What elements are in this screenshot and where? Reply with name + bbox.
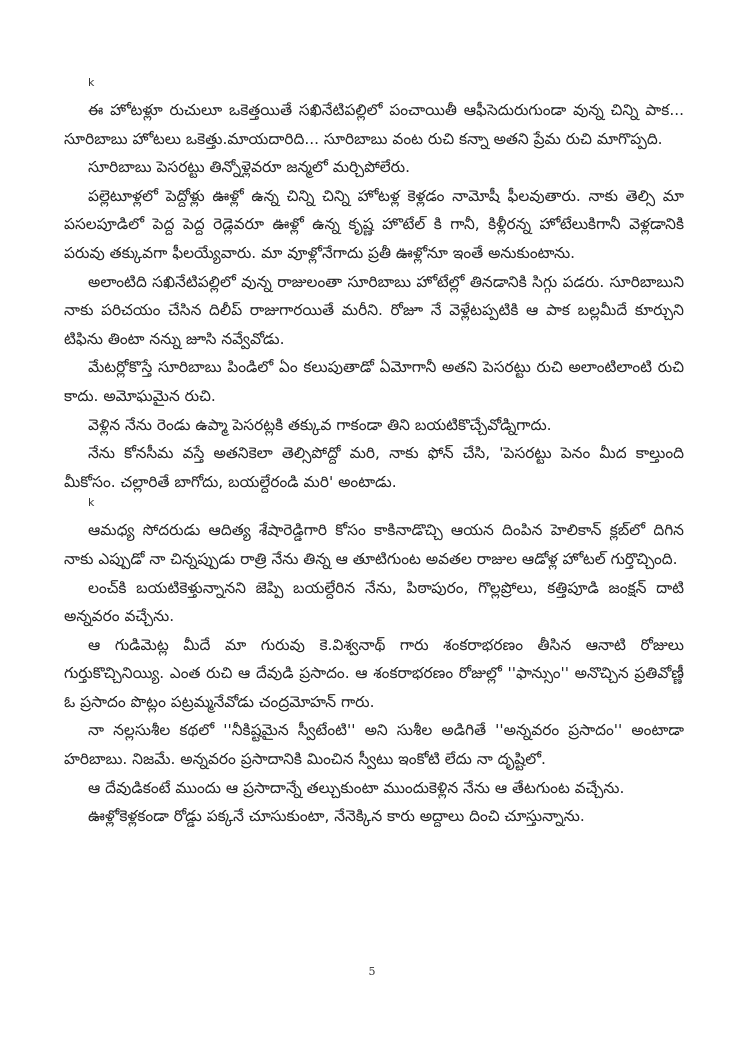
paragraph: మేటర్లోకొస్తే సూరిబాబు పిండిలో ఏం కలుపుతాడో ఏమోగానీ అతని పెసరట్టు రుచి అలాంటిలాంటి రుచి కాదు. అమోఘమైన రుచి.	[64, 358, 684, 405]
paragraph: నా నల్లసుశీల కథలో ''నీకిష్టమైన స్వీటేంటి'' అని సుశీల అడిగితే ''అన్నవరం ప్రసాదం'' అంటాడా హరిబాబు. నిజమే. అన్నవరం ప్రసాదానికి మించిన స్వీటు ఇంకోటి లేదు నా దృష్టిలో.	[64, 721, 684, 769]
paragraph: అలాంటిది సఖినేటిపల్లిలో వున్న రాజులంతా సూరిబాబు హోటేల్లో తినడానికి సిగ్గు పడరు. సూరిబాబుని నాకు పరిచయం చేసిన దిలీప్ రాజుగారయితే మరీని. రోజూ నే వెళ్లేటప్పటికి ఆ పాక బల్లమీదే కూర్చుని టిఫిను తింటా నన్ను జూసి నవ్వేవోడు.	[64, 272, 684, 348]
section-marker: k	[88, 76, 95, 89]
page-number: 5	[368, 965, 376, 978]
body-text	[64, 76, 684, 831]
paragraph: ఆ దేవుడికంటే ముందు ఆ ప్రసాదాన్నే తల్చుకుంటా ముందుకెళ్లిన నేను ఆ తేటగుంట వచ్చేను.	[88, 778, 625, 797]
paragraph: వెళ్లిన నేను రెండు ఉప్మా పెసరట్లకి తక్కువ గాకండా తిని బయటికొచ్చేవోడ్నిగాదు.	[88, 415, 552, 434]
paragraph: ఊళ్లోకెళ్లకండా రోడ్డు పక్కనే చూసుకుంటా, నేనెక్కిన కారు అద్దాలు దించి చూస్తున్నాను.	[88, 807, 585, 826]
paragraph: ఆమధ్య సోదరుడు ఆదిత్య శేషారెడ్డిగారి కోసం కాకినాడొచ్చి ఆయన దింపిన హెలికాన్ క్లబ్‌లో దిగిన నాకు ఎప్పుడో నా చిన్నప్పుడు రాత్రి నేను తిన్న ఆ తూటిగుంట అవతల రాజుల ఆడోళ్ల హోటల్ గుర్తొచ్చింది.	[64, 521, 684, 568]
paragraph: లంచ్‌కి బయటికెళ్తున్నానని జెప్పి బయల్దేరిన నేను, పిఠాపురం, గొల్లప్రోలు, కత్తిపూడి జంక్షన్ దాటి అన్నవరం వచ్చేను.	[64, 578, 684, 626]
paragraph: ఆ గుడిమెట్ల మీదే మా గురువు కె.విశ్వనాథ్ గారు శంకరాభరణం తీసిన ఆనాటి రోజులు గుర్తుకొచ్చినియ్యి. ఎంత రుచి ఆ దేవుడి ప్రసాదం. ఆ శంకరాభరణం రోజుల్లో ''ఫాన్సుం'' అనొచ్చిన ప్రతివోణ్ణీ ఓ ప్రసాదం పొట్లం పట్రమ్మనేవోడు చంద్రమోహన్ గారు.	[64, 635, 684, 711]
section-marker: k	[88, 496, 95, 510]
paragraph: ఈ హోటళ్లూ రుచులూ ఒకెత్తయితే సఖినేటిపల్లిలో పంచాయితీ ఆఫీసెదురుగుండా వున్న చిన్ని పాక... సూరిబాబు హోటలు ఒకెత్తు.మాయదారిది... సూరిబాబు వంట రుచి కన్నా అతని ప్రేమ రుచి మాగొప్పది.	[64, 101, 684, 148]
paragraph: సూరిబాబు పెసరట్టు తిన్నోళ్లెవరూ జన్మలో మర్చిపోలేరు.	[88, 158, 410, 177]
paragraph: పల్లెటూళ్లలో పెద్దోళ్లు ఊళ్లో ఉన్న చిన్ని చిన్ని హోటళ్ల కెళ్లడం నామోషీ ఫీలవుతారు. నాకు తెల్సి మా పసలపూడిలో పెద్ద పెద్ద రెడ్లెవరూ ఊళ్లో ఉన్న కృష్ణ హొటేల్ కి గానీ, కిళ్లీరన్న హోటేలుకిగానీ వెళ్లడానికి పరువు తక్కువగా ఫీలయ్యేవారు. మా వూళ్లోనేగాదు ప్రతీ ఊళ్లోనూ ఇంతే అనుకుంటాను.	[64, 186, 684, 262]
paragraph: నేను కోనసీమ వస్తే అతనికెలా తెల్సిపోద్దో మరి, నాకు ఫోన్ చేసి, 'పెసరట్టు పెనం మీద కాల్తుంది మీకోసం. చల్లారితే బాగోదు, బయల్దేరండి మరి' అంటాడు.	[64, 444, 684, 491]
